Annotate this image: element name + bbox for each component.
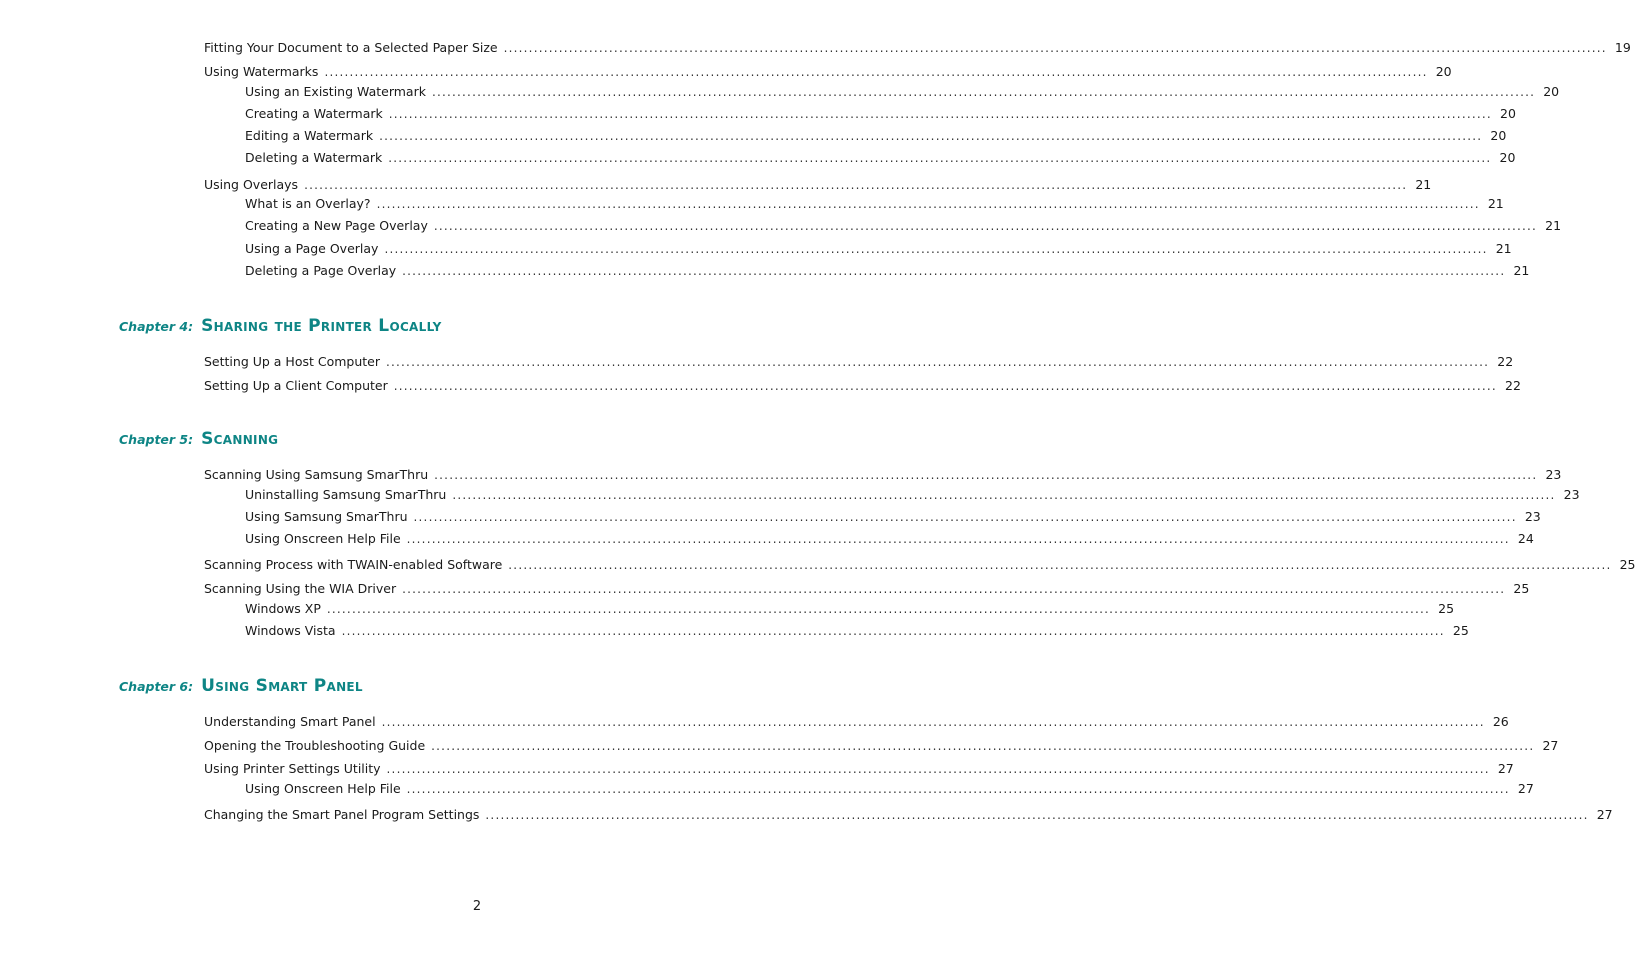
- toc-entry-text: Editing a Watermark: [245, 128, 374, 143]
- toc-leader-dots: ............................................................................................................................................................................................................................: [381, 715, 1485, 729]
- toc-entry-text: Windows Vista: [245, 623, 336, 638]
- toc-leader-dots: ............................................................................................................................................................................................................................: [433, 219, 1538, 233]
- toc-leader-dots: ............................................................................................................................................................................................................................: [386, 355, 1490, 369]
- toc-subentry[interactable]: [245, 600, 1455, 618]
- toc-entry-text: Opening the Troubleshooting Guide: [204, 738, 426, 753]
- toc-entry[interactable]: [204, 556, 1635, 574]
- toc-leader-dots: ............................................................................................................................................................................................................................: [326, 602, 1431, 616]
- toc-page-number: 25: [1452, 623, 1469, 638]
- toc-entry-text: Deleting a Watermark: [245, 150, 383, 165]
- toc-subentry[interactable]: [245, 105, 1516, 123]
- toc-leader-dots: ............................................................................................................................................................................................................................: [508, 558, 1612, 572]
- toc-entry-text: Creating a Watermark: [245, 106, 383, 121]
- toc-page-number: 23: [1524, 509, 1541, 524]
- toc-leader-dots: ............................................................................................................................................................................................................................: [388, 151, 1492, 165]
- toc-page-number: 24: [1517, 531, 1534, 546]
- toc-entry[interactable]: [204, 737, 1559, 755]
- toc-entry[interactable]: [204, 39, 1631, 57]
- toc-leader-dots: ............................................................................................................................................................................................................................: [406, 532, 1510, 546]
- toc-entry[interactable]: [204, 466, 1562, 484]
- toc-page-number: 25: [1513, 581, 1530, 596]
- toc-entry-text: Using an Existing Watermark: [245, 84, 426, 99]
- toc-page-number: 26: [1492, 714, 1509, 729]
- toc-leader-dots: ............................................................................................................................................................................................................................: [413, 510, 1517, 524]
- toc-entry-text: Uninstalling Samsung SmarThru: [245, 487, 447, 502]
- toc-entry-text: Using Watermarks: [204, 64, 319, 79]
- toc-page-number: 23: [1545, 467, 1562, 482]
- chapter-heading[interactable]: [119, 429, 278, 455]
- chapter-heading[interactable]: [119, 316, 442, 342]
- toc-entry-text: Using Onscreen Help File: [245, 531, 401, 546]
- toc-leader-dots: ............................................................................................................................................................................................................................: [503, 41, 1607, 55]
- chapter-label: Chapter 4:: [119, 319, 194, 334]
- toc-leader-dots: ............................................................................................................................................................................................................................: [386, 762, 1490, 776]
- chapter-label: Chapter 6:: [119, 679, 194, 694]
- toc-subentry[interactable]: [245, 83, 1560, 101]
- toc-leader-dots: ............................................................................................................................................................................................................................: [402, 264, 1506, 278]
- toc-entry[interactable]: [204, 353, 1514, 371]
- toc-page-number: 21: [1487, 196, 1504, 211]
- chapter-label: Chapter 5:: [119, 432, 194, 447]
- toc-entry-text: Setting Up a Client Computer: [204, 378, 388, 393]
- toc-entry-text: Creating a New Page Overlay: [245, 218, 428, 233]
- toc-leader-dots: ............................................................................................................................................................................................................................: [431, 739, 1535, 753]
- toc-entry-text: Scanning Using Samsung SmarThru: [204, 467, 429, 482]
- toc-entry-text: Fitting Your Document to a Selected Paper Size: [204, 40, 498, 55]
- toc-entry[interactable]: [204, 806, 1613, 824]
- toc-subentry[interactable]: [245, 780, 1534, 798]
- toc-page-number: 27: [1542, 738, 1559, 753]
- toc-leader-dots: ............................................................................................................................................................................................................................: [406, 782, 1510, 796]
- toc-entry-text: Understanding Smart Panel: [204, 714, 376, 729]
- toc-leader-dots: ............................................................................................................................................................................................................................: [485, 808, 1589, 822]
- toc-page-number: 25: [1438, 601, 1455, 616]
- toc-page-number: 21: [1415, 177, 1432, 192]
- toc-entry-text: Scanning Process with TWAIN-enabled Software: [204, 557, 503, 572]
- toc-subentry[interactable]: [245, 127, 1507, 145]
- toc-entry-text: What is an Overlay?: [245, 196, 371, 211]
- toc-leader-dots: ............................................................................................................................................................................................................................: [431, 85, 1536, 99]
- toc-leader-dots: ............................................................................................................................................................................................................................: [324, 65, 1428, 79]
- toc-page-number: 22: [1505, 378, 1521, 393]
- toc-entry-text: Using Overlays: [204, 177, 299, 192]
- toc-entry[interactable]: [204, 713, 1509, 731]
- toc-entry-text: Changing the Smart Panel Program Settings: [204, 807, 480, 822]
- toc-subentry[interactable]: [245, 622, 1469, 640]
- toc-page-number: 23: [1563, 487, 1580, 502]
- toc-leader-dots: ............................................................................................................................................................................................................................: [304, 178, 1408, 192]
- toc-entry-text: Setting Up a Host Computer: [204, 354, 380, 369]
- toc-subentry[interactable]: [245, 508, 1541, 526]
- toc-leader-dots: ............................................................................................................................................................................................................................: [393, 379, 1497, 393]
- toc-page-number: 20: [1490, 128, 1507, 143]
- toc-entry[interactable]: [204, 176, 1432, 194]
- toc-page-number: 27: [1517, 781, 1534, 796]
- toc-entry-text: Scanning Using the WIA Driver: [204, 581, 397, 596]
- toc-subentry[interactable]: [245, 195, 1504, 213]
- toc-entry[interactable]: [204, 580, 1530, 598]
- toc-leader-dots: ............................................................................................................................................................................................................................: [379, 129, 1483, 143]
- toc-entry[interactable]: [204, 377, 1521, 395]
- toc-page-number: 25: [1619, 557, 1635, 572]
- toc-entry-text: Deleting a Page Overlay: [245, 263, 397, 278]
- toc-leader-dots: ............................................................................................................................................................................................................................: [434, 468, 1538, 482]
- toc-page-number: 19: [1614, 40, 1631, 55]
- toc-entry-text: Using Onscreen Help File: [245, 781, 401, 796]
- toc-page-number: 27: [1596, 807, 1613, 822]
- toc-page-number: 21: [1495, 241, 1512, 256]
- chapter-title: Scanning: [201, 429, 279, 449]
- toc-subentry[interactable]: [245, 149, 1516, 167]
- toc-leader-dots: ............................................................................................................................................................................................................................: [384, 242, 1488, 256]
- chapter-title: Using Smart Panel: [201, 676, 363, 696]
- toc-page-number: 20: [1499, 150, 1516, 165]
- toc-page-number: 21: [1545, 218, 1562, 233]
- toc-page-number: 20: [1500, 106, 1516, 121]
- toc-leader-dots: ............................................................................................................................................................................................................................: [388, 107, 1492, 121]
- toc-entry[interactable]: [204, 760, 1514, 778]
- toc-leader-dots: ............................................................................................................................................................................................................................: [452, 488, 1556, 502]
- chapter-heading[interactable]: [119, 676, 363, 702]
- toc-page-number: 20: [1435, 64, 1452, 79]
- toc-subentry[interactable]: [245, 262, 1530, 280]
- toc-subentry[interactable]: [245, 217, 1562, 235]
- toc-page-number: 21: [1513, 263, 1530, 278]
- page-number: 2: [472, 899, 482, 914]
- toc-subentry[interactable]: [245, 486, 1580, 504]
- toc-page-number: 20: [1543, 84, 1560, 99]
- toc-page-number: 27: [1497, 761, 1514, 776]
- chapter-title: Sharing the Printer Locally: [201, 316, 442, 336]
- toc-entry-text: Using a Page Overlay: [245, 241, 379, 256]
- toc-leader-dots: ............................................................................................................................................................................................................................: [341, 624, 1445, 638]
- toc-page-number: 22: [1497, 354, 1514, 369]
- toc-entry-text: Using Samsung SmarThru: [245, 509, 408, 524]
- toc-subentry[interactable]: [245, 240, 1512, 258]
- toc-subentry[interactable]: [245, 530, 1534, 548]
- toc-leader-dots: ............................................................................................................................................................................................................................: [402, 582, 1506, 596]
- toc-entry-text: Windows XP: [245, 601, 321, 616]
- toc-leader-dots: ............................................................................................................................................................................................................................: [376, 197, 1480, 211]
- toc-entry[interactable]: [204, 63, 1452, 81]
- toc-entry-text: Using Printer Settings Utility: [204, 761, 381, 776]
